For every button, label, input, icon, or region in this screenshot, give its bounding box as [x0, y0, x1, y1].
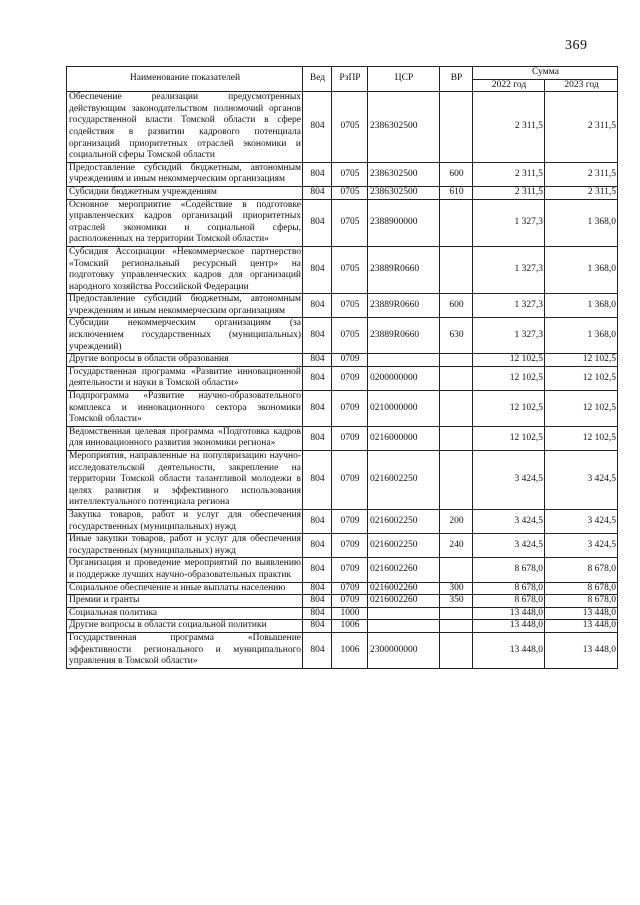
- amount-2023-cell: 2 311,5: [545, 186, 618, 199]
- amount-2023-cell: 2 311,5: [545, 92, 618, 163]
- table-row: [67, 199, 618, 246]
- amount-2023-cell: 3 424,5: [545, 451, 618, 510]
- vr-cell: [440, 558, 473, 582]
- amount-2023-cell: 12 102,5: [545, 354, 618, 367]
- rzpr-cell: 1000: [332, 607, 368, 620]
- table-row: [67, 391, 618, 427]
- vr-cell: [440, 451, 473, 510]
- csr-cell: 0216002250: [368, 534, 440, 558]
- amount-2023-cell: 8 678,0: [545, 582, 618, 595]
- amount-2023-cell: 1 368,0: [545, 318, 618, 354]
- amount-2023-cell: 8 678,0: [545, 558, 618, 582]
- ved-cell: 804: [303, 366, 332, 390]
- amount-2022-cell: 3 424,5: [473, 534, 545, 558]
- amount-2022-cell: 3 424,5: [473, 509, 545, 533]
- csr-cell: 0216000000: [368, 426, 440, 450]
- header-year-2022: 2022 год: [473, 79, 545, 92]
- amount-2022-cell: 3 424,5: [473, 451, 545, 510]
- header-vr: ВР: [440, 67, 473, 92]
- rzpr-cell: 0709: [332, 354, 368, 367]
- amount-2023-cell: 13 448,0: [545, 607, 618, 620]
- indicator-name-cell: Государственная программа «Повышение эффективности регионального и муниципального управления в Томской области»: [67, 632, 303, 668]
- ved-cell: 804: [303, 162, 332, 186]
- csr-cell: 0200000000: [368, 366, 440, 390]
- amount-2022-cell: 12 102,5: [473, 366, 545, 390]
- amount-2022-cell: 1 327,3: [473, 318, 545, 354]
- csr-cell: 0216002260: [368, 595, 440, 608]
- vr-cell: [440, 366, 473, 390]
- csr-cell: 0216002250: [368, 451, 440, 510]
- indicator-name-cell: Другие вопросы в области образования: [67, 354, 303, 367]
- amount-2023-cell: 12 102,5: [545, 426, 618, 450]
- indicator-name-cell: Премии и гранты: [67, 595, 303, 608]
- vr-cell: 600: [440, 162, 473, 186]
- table-row: [67, 607, 618, 620]
- rzpr-cell: 1006: [332, 620, 368, 633]
- amount-2022-cell: 1 327,3: [473, 246, 545, 293]
- table-row: [67, 246, 618, 293]
- ved-cell: 804: [303, 632, 332, 668]
- table-row: [67, 558, 618, 582]
- csr-cell: 2386302500: [368, 92, 440, 163]
- amount-2022-cell: 2 311,5: [473, 92, 545, 163]
- amount-2022-cell: 2 311,5: [473, 162, 545, 186]
- ved-cell: 804: [303, 558, 332, 582]
- ved-cell: 804: [303, 595, 332, 608]
- rzpr-cell: 0709: [332, 426, 368, 450]
- header-rzpr: РзПР: [332, 67, 368, 92]
- amount-2022-cell: 12 102,5: [473, 426, 545, 450]
- rzpr-cell: 0709: [332, 451, 368, 510]
- table-body: [67, 92, 618, 669]
- indicator-name-cell: Иные закупки товаров, работ и услуг для обеспечения государственных (муниципальных) нужд: [67, 534, 303, 558]
- amount-2022-cell: 13 448,0: [473, 607, 545, 620]
- amount-2023-cell: 12 102,5: [545, 366, 618, 390]
- vr-cell: [440, 426, 473, 450]
- ved-cell: 804: [303, 354, 332, 367]
- table-row: [67, 451, 618, 510]
- vr-cell: [440, 620, 473, 633]
- budget-table: [66, 66, 618, 669]
- ved-cell: 804: [303, 92, 332, 163]
- amount-2023-cell: 1 368,0: [545, 246, 618, 293]
- rzpr-cell: 0709: [332, 595, 368, 608]
- vr-cell: [440, 92, 473, 163]
- rzpr-cell: 0709: [332, 582, 368, 595]
- indicator-name-cell: Социальное обеспечение и иные выплаты населению: [67, 582, 303, 595]
- ved-cell: 804: [303, 620, 332, 633]
- amount-2022-cell: 8 678,0: [473, 582, 545, 595]
- rzpr-cell: 0705: [332, 92, 368, 163]
- indicator-name-cell: Закупка товаров, работ и услуг для обеспечения государственных (муниципальных) нужд: [67, 509, 303, 533]
- amount-2023-cell: 1 368,0: [545, 199, 618, 246]
- vr-cell: [440, 632, 473, 668]
- amount-2022-cell: 13 448,0: [473, 632, 545, 668]
- ved-cell: 804: [303, 186, 332, 199]
- ved-cell: 804: [303, 607, 332, 620]
- ved-cell: 804: [303, 199, 332, 246]
- ved-cell: 804: [303, 534, 332, 558]
- vr-cell: 600: [440, 294, 473, 318]
- table-row: [67, 186, 618, 199]
- header-csr: ЦСР: [368, 67, 440, 92]
- table-row: [67, 366, 618, 390]
- rzpr-cell: 0705: [332, 318, 368, 354]
- header-sum: Сумма: [473, 67, 618, 80]
- page-number: 369: [565, 38, 588, 53]
- csr-cell: 0210000000: [368, 391, 440, 427]
- indicator-name-cell: Субсидии бюджетным учреждениям: [67, 186, 303, 199]
- rzpr-cell: 0709: [332, 391, 368, 427]
- amount-2023-cell: 2 311,5: [545, 162, 618, 186]
- csr-cell: 23889R0660: [368, 246, 440, 293]
- indicator-name-cell: Субсидия Ассоциации «Некоммерческое партнерство «Томский региональный ресурсный центр» на подготовку управленческих кадров для организаций народного хозяйства Российской Федерации: [67, 246, 303, 293]
- csr-cell: [368, 620, 440, 633]
- header-name: Наименование показателей: [67, 67, 303, 92]
- csr-cell: 0216002260: [368, 558, 440, 582]
- indicator-name-cell: Основное мероприятие «Содействие в подготовке управленческих кадров организаций приоритетных отраслей экономики и социальной сферы, расположенных на территории Томской области»: [67, 199, 303, 246]
- rzpr-cell: 0705: [332, 199, 368, 246]
- indicator-name-cell: Ведомственная целевая программа «Подготовка кадров для инновационного развития экономики региона»: [67, 426, 303, 450]
- amount-2022-cell: 2 311,5: [473, 186, 545, 199]
- table-row: [67, 595, 618, 608]
- ved-cell: 804: [303, 509, 332, 533]
- rzpr-cell: 0709: [332, 534, 368, 558]
- amount-2022-cell: 12 102,5: [473, 354, 545, 367]
- csr-cell: 2388900000: [368, 199, 440, 246]
- table-row: [67, 354, 618, 367]
- ved-cell: 804: [303, 582, 332, 595]
- indicator-name-cell: Организация и проведение мероприятий по выявлению и поддержке лучших научно-образовательных практик: [67, 558, 303, 582]
- indicator-name-cell: Предоставление субсидий бюджетным, автономным учреждениям и иным некоммерческим организациям: [67, 294, 303, 318]
- ved-cell: 804: [303, 294, 332, 318]
- ved-cell: 804: [303, 246, 332, 293]
- indicator-name-cell: Другие вопросы в области социальной политики: [67, 620, 303, 633]
- ved-cell: 804: [303, 426, 332, 450]
- table-row: [67, 632, 618, 668]
- ved-cell: 804: [303, 451, 332, 510]
- amount-2022-cell: 8 678,0: [473, 558, 545, 582]
- table-row: [67, 318, 618, 354]
- amount-2023-cell: 1 368,0: [545, 294, 618, 318]
- amount-2022-cell: 8 678,0: [473, 595, 545, 608]
- csr-cell: 2300000000: [368, 632, 440, 668]
- amount-2023-cell: 3 424,5: [545, 509, 618, 533]
- amount-2023-cell: 8 678,0: [545, 595, 618, 608]
- amount-2023-cell: 13 448,0: [545, 620, 618, 633]
- csr-cell: 23889R0660: [368, 294, 440, 318]
- vr-cell: 300: [440, 582, 473, 595]
- indicator-name-cell: Субсидии некоммерческим организациям (за исключением государственных (муниципальных) учреждений): [67, 318, 303, 354]
- vr-cell: [440, 246, 473, 293]
- csr-cell: 2386302500: [368, 186, 440, 199]
- amount-2022-cell: 12 102,5: [473, 391, 545, 427]
- amount-2022-cell: 1 327,3: [473, 199, 545, 246]
- indicator-name-cell: Обеспечение реализации предусмотренных действующим законодательством полномочий органов государственной власти Томской области в сфере содействия в развитии кадрового потенциала организаций приоритетных отраслей экономики и социальной сферы Томской области: [67, 92, 303, 163]
- table-row: [67, 92, 618, 163]
- table-row: [67, 582, 618, 595]
- ved-cell: 804: [303, 391, 332, 427]
- table-row: [67, 509, 618, 533]
- vr-cell: 240: [440, 534, 473, 558]
- ved-cell: 804: [303, 318, 332, 354]
- table-row: [67, 534, 618, 558]
- header-year-2023: 2023 год: [545, 79, 618, 92]
- table-row: [67, 620, 618, 633]
- csr-cell: 0216002260: [368, 582, 440, 595]
- vr-cell: 200: [440, 509, 473, 533]
- rzpr-cell: 0705: [332, 294, 368, 318]
- indicator-name-cell: Подпрограмма «Развитие научно-образовательного комплекса и инновационного сектора экономики Томской области»: [67, 391, 303, 427]
- rzpr-cell: 0709: [332, 509, 368, 533]
- vr-cell: 350: [440, 595, 473, 608]
- indicator-name-cell: Предоставление субсидий бюджетным, автономным учреждениям и иным некоммерческим организациям: [67, 162, 303, 186]
- table-row: [67, 294, 618, 318]
- rzpr-cell: 0705: [332, 162, 368, 186]
- vr-cell: 610: [440, 186, 473, 199]
- amount-2023-cell: 12 102,5: [545, 391, 618, 427]
- csr-cell: [368, 607, 440, 620]
- header-ved: Вед: [303, 67, 332, 92]
- vr-cell: 630: [440, 318, 473, 354]
- amount-2022-cell: 1 327,3: [473, 294, 545, 318]
- indicator-name-cell: Социальная политика: [67, 607, 303, 620]
- vr-cell: [440, 391, 473, 427]
- amount-2023-cell: 13 448,0: [545, 632, 618, 668]
- table-header: [67, 67, 618, 92]
- table-row: [67, 426, 618, 450]
- rzpr-cell: 0709: [332, 558, 368, 582]
- rzpr-cell: 0709: [332, 366, 368, 390]
- rzpr-cell: 0705: [332, 246, 368, 293]
- indicator-name-cell: Мероприятия, направленные на популяризацию научно-исследовательской деятельности, закрепление на территории Томской области талантливой молодежи в целях развития и эффективного использования интеллектуального потенциала региона: [67, 451, 303, 510]
- vr-cell: [440, 607, 473, 620]
- table-row: [67, 162, 618, 186]
- csr-cell: 2386302500: [368, 162, 440, 186]
- amount-2023-cell: 3 424,5: [545, 534, 618, 558]
- amount-2022-cell: 13 448,0: [473, 620, 545, 633]
- csr-cell: [368, 354, 440, 367]
- vr-cell: [440, 199, 473, 246]
- vr-cell: [440, 354, 473, 367]
- csr-cell: 0216002250: [368, 509, 440, 533]
- rzpr-cell: 1006: [332, 632, 368, 668]
- rzpr-cell: 0705: [332, 186, 368, 199]
- indicator-name-cell: Государственная программа «Развитие инновационной деятельности и науки в Томской области»: [67, 366, 303, 390]
- csr-cell: 23889R0660: [368, 318, 440, 354]
